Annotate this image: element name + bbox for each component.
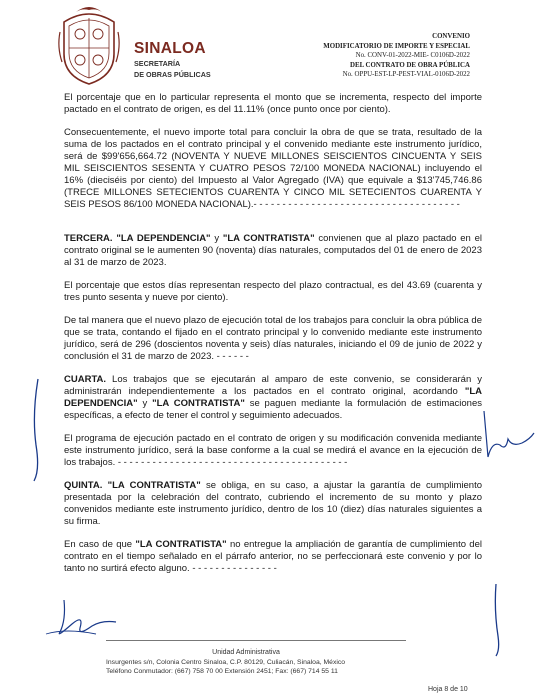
clause-quinta-heading: QUINTA. (64, 480, 103, 491)
handwritten-signature-mark-left (22, 375, 52, 485)
state-coat-of-arms-icon (56, 2, 122, 86)
clause-cuarta: CUARTA. Los trabajos que se ejecutarán al amparo de este convenio, se considerarán y administrarán independientemente a los pactados en el contrato original, acordando "LA DEPENDENCIA" y "LA CONTRATISTA" se paguen mediante la formulación de estimaciones específicas, a efecto de tener el control y seguimiento adecuados. (64, 374, 482, 421)
clause-cuarta-heading: CUARTA. (64, 374, 107, 385)
party-dependencia: "LA DEPENDENCIA" (64, 386, 482, 409)
paragraph-new-execution-period: De tal manera que el nuevo plazo de ejecución total de los trabajos para concluir la obra pública de que se trata, contando el fijado en el contrato principal y lo convenido mediante este instrumento jurídico, será de 296 (doscientos noventa y seis) días naturales, iniciando el 09 de junio de 2022 y conclusión el 31 de marzo de 2023. - - - - - - (64, 315, 482, 362)
clause-tercera-heading: TERCERA. (64, 233, 113, 244)
paragraph-days-percentage: El porcentaje que estos días representan respecto del plazo contractual, es del 43.69 (cuarenta y tres punto sesenta y nueve por ciento). (64, 280, 482, 303)
agreement-type: MODIFICATORIO DE IMPORTE Y ESPECIAL (323, 42, 470, 50)
footer-divider (106, 640, 406, 641)
contract-number: No. OPPU-EST-LP-PEST-VIAL-0106D-2022 (342, 71, 470, 79)
organization-name: SINALOA (134, 40, 206, 57)
clause-cuarta-text: se paguen mediante la formulación de estimaciones específicas, a efecto de tener el control y seguimiento adecuados. (64, 398, 482, 421)
document-body (64, 92, 482, 586)
party-contratista: "LA CONTRATISTA" (135, 539, 227, 550)
agreement-reference (323, 32, 470, 80)
organization-block (134, 40, 211, 79)
paragraph-new-total-amount: Consecuentemente, el nuevo importe total para concluir la obra de que se trata, resultado de la suma de los pactados en el contrato principal y el convenido mediante este instrumento jurídico, será de $99'656,664.72 (NOVENTA Y NUEVE MILLONES SEISCIENTOS CINCUENTA Y SEIS MIL SEISCIENTOS SESENTA Y CUATRO PESOS 72/100 MONEDA NACIONAL) incluyendo el 16% (dieciséis por ciento) del Impuesto al Valor Agregado (IVA) que equivale a $13'745,746.86 (TRECE MILLONES SETECIENTOS CUARENTA Y CINCO MIL SETECIENTOS CUARENTA Y SEIS PESOS 86/100 MONEDA NACIONAL).- - - - - - - - - - - - - - - - - - - - - - - - - - - - - - - - - - - - (64, 127, 482, 210)
party-dependencia: "LA DEPENDENCIA" (116, 233, 211, 244)
page-number: Hoja 8 de 10 (428, 686, 468, 693)
party-contratista: "LA CONTRATISTA" (152, 398, 245, 409)
page-footer (106, 648, 386, 677)
clause-quinta-text: se obliga, en su caso, a ajustar la garantía de cumplimiento presentada por la celebración del contrato, cubriendo el incremento de su monto y plazo convenidos mediante este instrumento jurídico, dentro de los 10 (diez) días naturales siguientes a su firma. (64, 480, 482, 527)
organization-subtitle-2: DE OBRAS PÚBLICAS (134, 69, 211, 79)
handwritten-signature-right-bottom (482, 580, 512, 660)
agreement-number: No. CONV-01-2022-MIE- C0106D-2022 (355, 52, 470, 60)
clause-tercera: TERCERA. "LA DEPENDENCIA" y "LA CONTRATISTA" convienen que al plazo pactado en el contrato original se le aumenten 90 (noventa) días naturales, computados del 01 de enero de 2023 al 31 de marzo de 2023. (64, 233, 482, 268)
footer-unit: Unidad Administrativa (212, 649, 280, 656)
paragraph-guarantee-failure: En caso de que "LA CONTRATISTA" no entregue la ampliación de garantía de cumplimiento del contrato en el tiempo señalado en el párrafo anterior, no se perfeccionará este convenio y por lo tanto no surtirá efecto alguno. - - - - - - - - - - - - - - - (64, 539, 482, 574)
footer-phone: Teléfono Conmutador: (667) 758 70 00 Extensión 2451; Fax: (667) 714 55 11 (106, 668, 338, 676)
footer-address: Insurgentes s/n, Colonia Centro Sinaloa, C.P. 80129, Culiacán, Sinaloa, México (106, 658, 346, 666)
agreement-title: CONVENIO (432, 33, 470, 40)
paragraph-increase-percentage: El porcentaje que en lo particular representa el monto que se incrementa, respecto del importe pactado en el contrato de origen, es del 11.11% (once punto once por ciento). (64, 92, 482, 115)
clause-quinta (64, 480, 482, 528)
paragraph-execution-program: El programa de ejecución pactado en el contrato de origen y su modificación convenida mediante este instrumento jurídico, será la base conforme a la cual se medirá el avance en la ejecución de los trabajos. - - - - - - - - - - - - - - - - - - - - - - - - - - - - - - - - - - - - - - - - (64, 433, 482, 468)
party-contratista: "LA CONTRATISTA" (222, 233, 315, 244)
clause-tercera-text: convienen que al plazo pactado en el contrato original se le aumenten 90 (noventa) días naturales, computados del 01 de enero de 2023 al 31 de marzo de 2023. (64, 233, 482, 268)
contract-label: DEL CONTRATO DE OBRA PÚBLICA (350, 61, 470, 69)
organization-subtitle-1: SECRETARÍA (134, 59, 181, 68)
handwritten-signature-bottom-left (36, 594, 126, 644)
handwritten-signature-right-top (478, 405, 538, 475)
party-contratista: "LA CONTRATISTA" (107, 480, 201, 491)
page-header (0, 0, 540, 90)
